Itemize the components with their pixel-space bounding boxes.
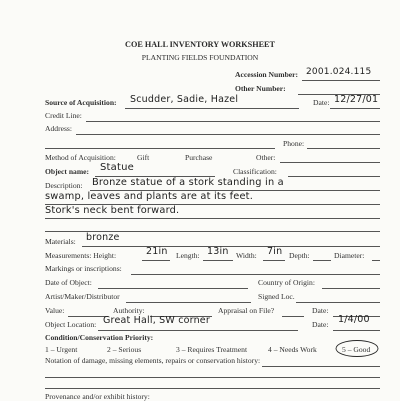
source-value[interactable]: Scudder, Sadie, Hazel — [130, 94, 239, 105]
location-value[interactable]: Great Hall, SW corner — [103, 315, 210, 326]
width-label: Width: — [236, 251, 257, 260]
artist-label: Artist/Maker/Distributor — [45, 292, 120, 301]
appraisal-label: Appraisal on File? — [218, 306, 275, 315]
source-date-rule — [330, 108, 380, 109]
depth-label: Depth: — [289, 251, 310, 260]
source-date-label: Date: — [313, 98, 330, 107]
notation-label: Notation of damage, missing elements, repairs or conservation history: — [45, 356, 261, 365]
source-date-value[interactable]: 12/27/01 — [334, 94, 379, 105]
country-rule — [322, 288, 380, 289]
markings-rule — [131, 274, 380, 275]
provenance-label: Provenance and/or exhibit history: — [45, 392, 150, 401]
description-label: Description: — [45, 181, 83, 190]
location-date-rule — [333, 330, 380, 331]
condition-option-needs-work[interactable]: 4 – Needs Work — [268, 345, 317, 354]
method-other-label: Other: — [256, 153, 276, 162]
accession-rule — [302, 80, 380, 81]
signed-label: Signed Loc. — [258, 292, 295, 301]
accession-value[interactable]: 2001.024.115 — [306, 67, 372, 77]
condition-heading: Condition/Conservation Priority: — [45, 333, 154, 342]
depth-rule — [313, 260, 331, 261]
description-line-3[interactable]: Stork's neck bent forward. — [45, 205, 180, 216]
form-subtitle: PLANTING FIELDS FOUNDATION — [141, 53, 259, 62]
location-rule — [98, 330, 298, 331]
phone-rule — [307, 148, 380, 149]
width-value[interactable]: 7in — [267, 246, 283, 257]
source-label: Source of Acquisition: — [45, 98, 117, 107]
value-label: Value: — [45, 306, 65, 315]
materials-label: Materials: — [45, 237, 76, 246]
condition-option-urgent[interactable]: 1 – Urgent — [45, 345, 78, 354]
method-purchase[interactable]: Purchase — [185, 153, 213, 162]
notation-rule-3 — [45, 388, 380, 389]
height-value[interactable]: 21in — [146, 246, 168, 257]
credit-rule — [86, 121, 380, 122]
phone-label: Phone: — [283, 139, 305, 148]
classification-rule — [288, 176, 380, 177]
object-name-value[interactable]: Statue — [100, 162, 135, 173]
condition-option-requires-treatment[interactable]: 3 – Requires Treatment — [176, 345, 248, 354]
credit-label: Credit Line: — [45, 111, 82, 120]
method-gift[interactable]: Gift — [137, 153, 150, 162]
artist-rule — [126, 302, 251, 303]
description-rule-3 — [45, 218, 380, 219]
location-date-label: Date: — [312, 320, 329, 329]
condition-option-good[interactable]: 5 – Good — [342, 345, 371, 354]
notation-rule-2 — [45, 377, 380, 378]
materials-value[interactable]: bronze — [86, 232, 120, 243]
description-line-2[interactable]: swamp, leaves and plants are at its feet. — [45, 191, 254, 202]
classification-label: Classification: — [233, 167, 277, 176]
address-label: Address: — [45, 124, 72, 133]
diameter-label: Diameter: — [334, 251, 365, 260]
country-label: Country of Origin: — [258, 278, 315, 287]
address-rule — [76, 134, 380, 135]
height-rule — [142, 260, 170, 261]
measurements-label: Measurements: Height: — [45, 251, 117, 260]
other-number-label: Other Number: — [235, 84, 286, 93]
accession-label: Accession Number: — [235, 70, 299, 79]
location-label: Object Location: — [45, 320, 97, 329]
signed-rule — [296, 302, 380, 303]
location-date-value[interactable]: 1/4/00 — [338, 314, 370, 325]
width-rule — [263, 260, 285, 261]
length-label: Length: — [176, 251, 200, 260]
length-rule — [203, 260, 233, 261]
diameter-rule — [372, 260, 380, 261]
object-name-label: Object name: — [45, 167, 90, 176]
date-of-object-label: Date of Object: — [45, 278, 92, 287]
description-line-1[interactable]: Bronze statue of a stork standing in a — [92, 177, 284, 188]
appraisal-rule — [282, 316, 304, 317]
selected-circle-icon — [334, 339, 380, 358]
value-rule — [68, 316, 108, 317]
authority-label: Authority: — [113, 306, 145, 315]
materials-rule — [82, 246, 380, 247]
notation-rule-1 — [262, 366, 380, 367]
method-label: Method of Acquisition: — [45, 153, 116, 162]
appraisal-date-label: Date: — [312, 306, 329, 315]
address-rule-2 — [45, 148, 275, 149]
date-of-object-rule — [98, 288, 248, 289]
form-title: COE HALL INVENTORY WORKSHEET — [125, 40, 275, 49]
source-rule — [125, 108, 299, 109]
length-value[interactable]: 13in — [207, 246, 229, 257]
markings-label: Markings or inscriptions: — [45, 264, 122, 273]
method-other-rule — [280, 162, 380, 163]
condition-option-serious[interactable]: 2 – Serious — [107, 345, 142, 354]
